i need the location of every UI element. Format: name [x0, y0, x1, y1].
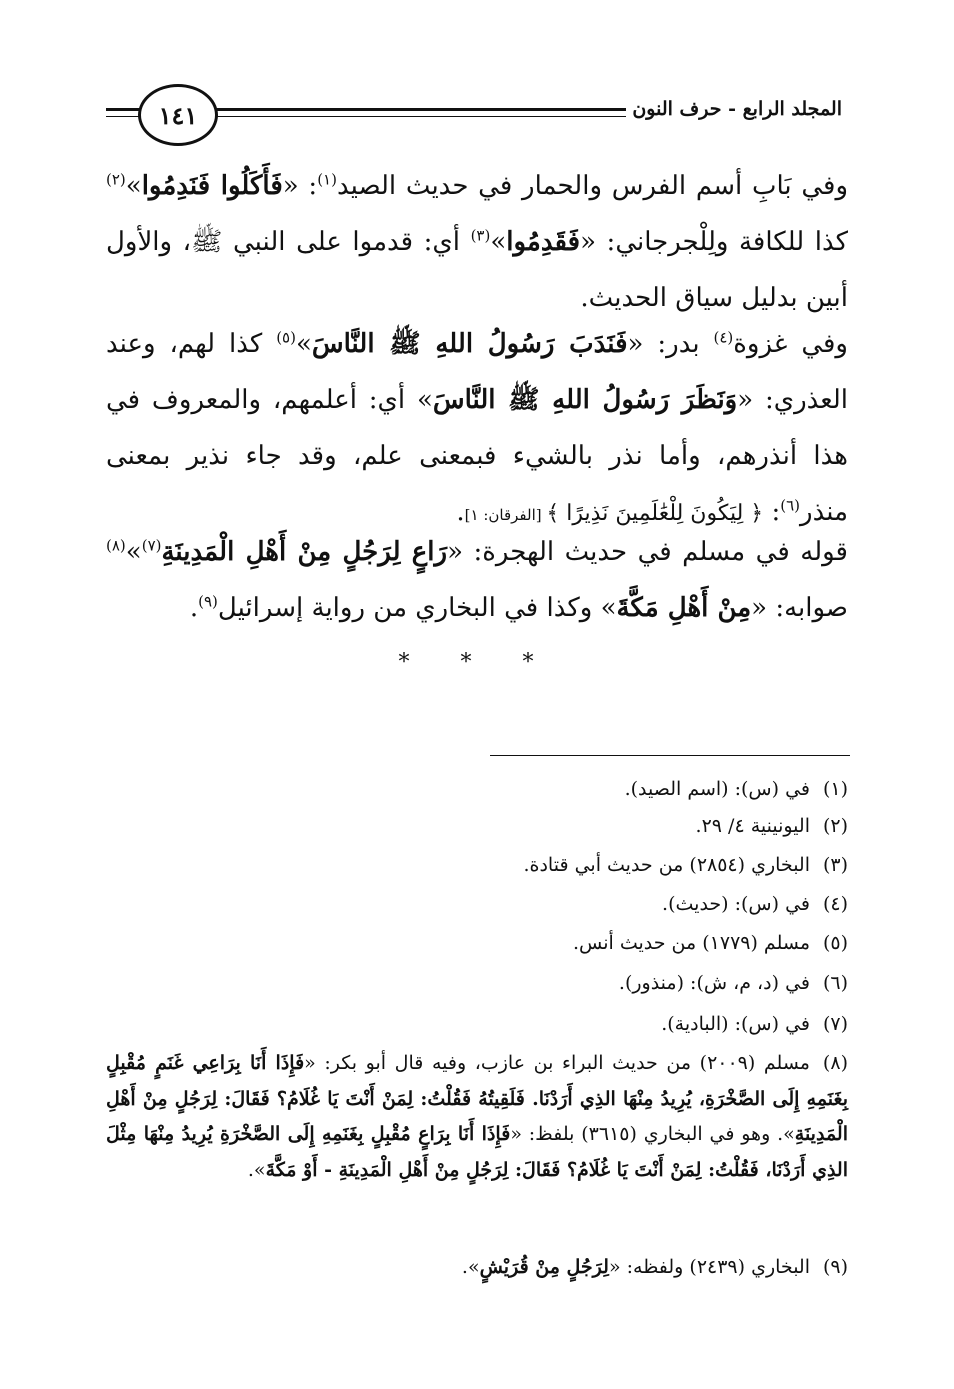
running-header-title: المجلد الرابع - حرف النون: [626, 98, 848, 120]
p1-text-a: وفي بَابِ أسم الفرس والحمار في حديث الصيد: [336, 171, 849, 201]
p2-text-c: »: [295, 329, 312, 359]
p1-text-f: أي: قدموا على النبي ﷺ، والأول أبين بدليل سياق الحديث.: [106, 227, 848, 313]
verse-reference: [الفرقان: ١]: [464, 506, 547, 524]
paragraph-3: [106, 524, 848, 636]
footnote-ref-5[interactable]: (٥): [276, 328, 296, 347]
p3-text-a: قوله في مسلم في حديث الهجرة: «: [447, 537, 848, 567]
footnote-ref-9[interactable]: (٩): [198, 592, 218, 611]
footnote-8: [106, 1046, 848, 1188]
footnote-6: [106, 966, 848, 1001]
footnote-5: [106, 926, 848, 961]
p3-text-c: »: [125, 537, 142, 567]
footnote-number: (٣): [822, 854, 848, 876]
p1-text-e: »: [490, 227, 507, 257]
footnote-8-text-a: مسلم (٢٠٠٩) من حديث البراء بن عازب، وفيه قال أبو بكر: «: [304, 1052, 810, 1074]
footnote-9-text-b: ».: [461, 1256, 480, 1278]
footnote-2: [106, 809, 848, 844]
footnote-8-quote-1: فَإِذَا أَنَا بِرَاعِي غَنَمٍ مُقْبِلٍ بِغَنَمِهِ إِلَى الصَّخْرَةِ، يُرِيدُ مِنْهَا الذِي أَرَدْنَا. فَلَقِيتُهُ فَقُلْتُ: لِمَنْ أَنْتَ يَا غُلَامُ؟ فَقَالَ: لِرَجُلٍ مِنْ أَهْلِ الْمَدِينَةِ: [106, 1052, 848, 1145]
p2-text-f: :: [763, 497, 781, 527]
paragraph-2: [106, 316, 848, 543]
footnote-ref-8[interactable]: (٨): [106, 536, 126, 555]
footnote-number: (٧): [822, 1013, 848, 1035]
paragraph-1: [106, 158, 848, 326]
footnote-ref-4[interactable]: (٤): [713, 328, 734, 347]
footnote-text: البخاري (٢٨٥٤) من حديث أبي قتادة.: [523, 854, 810, 876]
footnote-8-text-b: ». وهو في البخاري (٣٦١٥) بلفظ: «: [510, 1123, 795, 1145]
footnote-3: [106, 848, 848, 883]
footnote-7: [106, 1007, 848, 1042]
p2-text-e: » أي: أعلمهم، والمعروف في هذا أنذرهم، وأما نذر بالشيء فبمعنى علم، وقد جاء نذير بمعنى منذر: [106, 385, 848, 527]
footnote-number: (٢): [822, 815, 848, 837]
p2-text-d: كذا لهم، وعند العذري: «: [106, 329, 848, 415]
footnote-text: مسلم (١٧٧٩) من حديث أنس.: [572, 932, 810, 954]
footnote-number: (٨): [822, 1052, 848, 1074]
footnote-1: [106, 772, 848, 807]
footnote-ref-2[interactable]: (٢): [106, 170, 126, 189]
footnote-8-quote-2: فَإِذَا أَنَا بِرَاعٍ مُقْبِلٍ بِغَنَمِهِ إِلَى الصَّخْرَةِ يُرِيدُ مِنْهَا مِثْلَ الذِي أَرَدْنَا، فَقُلْتُ: لِمَنْ أَنْتَ يَا غُلَامُ؟ فَقَالَ: لِرَجُلٍ مِنْ أَهْلِ الْمَدِينَةِ - أَوْ مَكَّةَ: [106, 1123, 848, 1181]
p1-quote-1: فَأَكَلُوا فَنَدِمُوا: [141, 171, 283, 201]
p3-quote-2: مِنْ أَهْلِ مَكَّةَ: [616, 593, 752, 623]
footnote-9-quote: لِرَجُلٍ مِنْ قُرَيْشٍ: [479, 1256, 609, 1278]
p3-text-f: .: [189, 593, 199, 623]
page-number: ١٤١: [158, 100, 198, 130]
p1-text-c: »: [125, 171, 142, 201]
p2-text-a: وفي غزوة: [733, 329, 848, 359]
footnote-8-text-c: ».: [247, 1158, 266, 1181]
p3-quote-1: رَاعٍ لِرَجُلٍ مِنْ أَهْلِ الْمَدِينَةِ: [161, 537, 448, 567]
p1-quote-2: فَقَدِمُوا: [506, 227, 581, 257]
page-number-badge: [138, 84, 218, 146]
footnote-number: (٦): [822, 972, 848, 994]
footnote-text: في (د، م، ش): (منذور).: [618, 972, 810, 994]
footnote-ref-1[interactable]: (١): [317, 170, 337, 189]
footnote-text: في (س): (البادية).: [661, 1013, 810, 1035]
footnote-9: [106, 1250, 848, 1285]
footnote-ref-3[interactable]: (٣): [470, 226, 491, 245]
quran-verse: ﴿ لِيَكُونَ لِلْعَٰلَمِينَ نَذِيرًا ﴾: [546, 501, 764, 526]
p2-text-b: بدر: «: [627, 329, 714, 359]
p2-text-g: .: [456, 497, 465, 527]
footnote-text: في (س): (اسم الصيد).: [624, 778, 810, 800]
footnote-number: (١): [822, 778, 848, 800]
p1-text-d: كذا للكافة ولِلْجرجاني: «: [580, 227, 848, 257]
footnote-ref-7[interactable]: (٧): [141, 536, 162, 555]
footnote-number: (٤): [822, 893, 848, 915]
p3-text-d: صوابه: «: [751, 593, 848, 623]
section-separator-stars: * * *: [398, 650, 556, 675]
footnote-separator: [490, 755, 850, 756]
footnote-9-text-a: البخاري (٢٤٣٩) ولفظه: «: [608, 1256, 810, 1278]
footnote-text: اليونينية ٤/ ٢٩.: [695, 815, 810, 837]
footnote-number: (٩): [822, 1256, 848, 1278]
p3-text-e: » وكذا في البخاري من رواية إسرائيل: [217, 593, 617, 623]
p1-text-b: : «: [282, 171, 318, 201]
footnote-ref-6[interactable]: (٦): [780, 496, 801, 515]
footnote-text: في (س): (حديث).: [662, 893, 810, 915]
p2-quote-1: فَنَدَبَ رَسُولُ اللهِ ﷺ النَّاسَ: [311, 329, 628, 359]
footnote-4: [106, 887, 848, 922]
p2-quote-2: وَنَظَرَ رَسُولُ اللهِ ﷺ النَّاسَ: [432, 385, 738, 415]
footnote-number: (٥): [822, 932, 848, 954]
